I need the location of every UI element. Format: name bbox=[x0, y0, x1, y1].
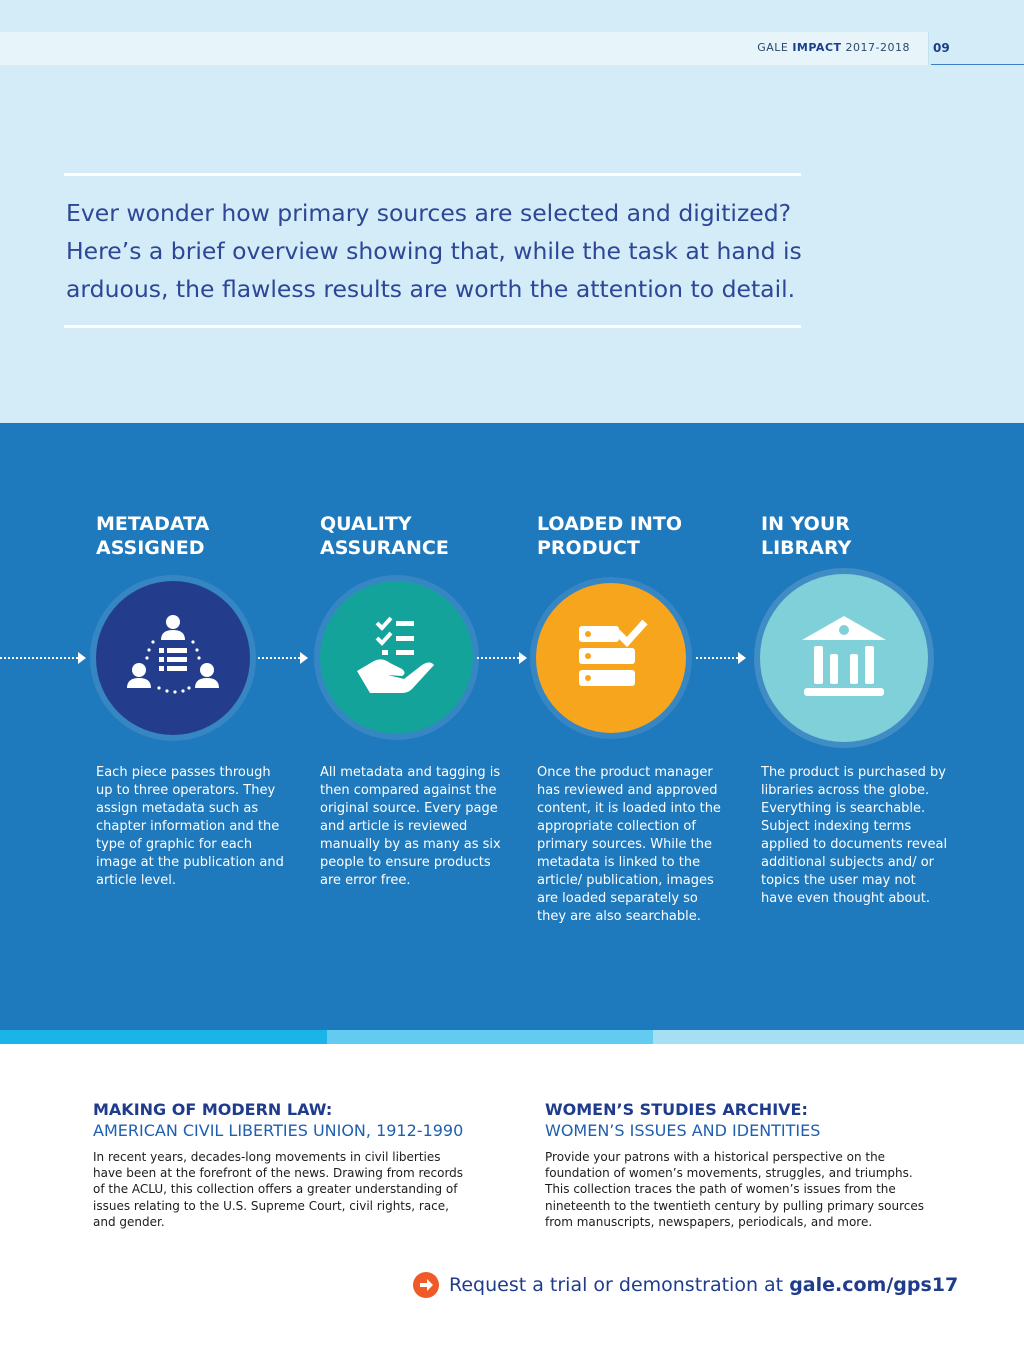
step-title-line: LOADED INTO bbox=[537, 513, 682, 535]
intro-top-rule bbox=[64, 173, 801, 176]
library-building-icon bbox=[796, 610, 892, 706]
arrow-right-icon bbox=[258, 650, 310, 666]
step-desc-library: The product is purchased by libraries across the globe. Everything is searchable. Subject indexing terms applied to documents reveal additional subjects and/ or topics the user may not have even thought about. bbox=[761, 765, 948, 906]
color-bar bbox=[653, 1030, 1024, 1044]
step-desc-quality: All metadata and tagging is then compared against the original source. Every page and article is reviewed manually by as many as six people to ensure products are error free. bbox=[320, 765, 501, 888]
step-title-metadata bbox=[96, 512, 296, 560]
step-circle-metadata bbox=[96, 581, 250, 735]
color-bar bbox=[327, 1030, 653, 1044]
arrow-right-icon bbox=[477, 650, 529, 666]
cta-text: Request a trial or demonstration at bbox=[449, 1274, 790, 1296]
step-title-line: QUALITY bbox=[320, 513, 412, 535]
header-divider bbox=[928, 32, 929, 65]
step-title-line: ASSIGNED bbox=[96, 537, 205, 559]
collection-subtitle: WOMEN’S ISSUES AND IDENTITIES bbox=[545, 1121, 821, 1140]
arrow-right-icon bbox=[0, 650, 88, 666]
collection-body: In recent years, decades-long movements in civil liberties have been at the forefront of the news. Drawing from records of the ACLU, this collection offers a greater understanding of issues relating to the U.S. Supreme Court, civil rights, race, and gender. bbox=[93, 1150, 464, 1229]
step-desc-metadata: Each piece passes through up to three operators. They assign metadata such as chapter information and the type of graphic for each image at the publication and article level. bbox=[96, 765, 284, 888]
header-year: 2017-2018 bbox=[845, 41, 910, 54]
arrow-right-icon bbox=[696, 650, 748, 666]
header-brand: GALE bbox=[757, 41, 789, 54]
step-title-line: PRODUCT bbox=[537, 537, 640, 559]
cta-link[interactable]: gale.com/gps17 bbox=[789, 1274, 959, 1296]
server-check-icon bbox=[571, 618, 651, 698]
collection-subtitle: AMERICAN CIVIL LIBERTIES UNION, 1912-1990 bbox=[93, 1121, 464, 1140]
hand-checklist-icon bbox=[352, 613, 442, 703]
collection-title: WOMEN’S STUDIES ARCHIVE: bbox=[545, 1100, 808, 1119]
step-circle-library bbox=[760, 574, 928, 742]
page-number: 09 bbox=[933, 41, 950, 55]
arrow-right-circle-icon[interactable] bbox=[413, 1272, 439, 1298]
step-title-line: LIBRARY bbox=[761, 537, 852, 559]
color-bar bbox=[0, 1030, 327, 1044]
collection-body: Provide your patrons with a historical perspective on the foundation of women’s movements, struggles, and triumphs. This collection traces the path of women’s issues from the nineteenth to the twentieth century by pulling primary sources from manuscripts, newspapers, periodicals, and more. bbox=[545, 1150, 924, 1229]
step-circle-quality bbox=[320, 581, 473, 734]
step-title-line: ASSURANCE bbox=[320, 537, 449, 559]
page-number-rule bbox=[931, 64, 1024, 65]
intro-bottom-rule bbox=[64, 325, 801, 328]
step-title-library bbox=[761, 512, 961, 560]
step-desc-loaded: Once the product manager has reviewed and approved content, it is loaded into the appropriate collection of primary sources. While the metadata is linked to the article/ publication, images are loaded separately so they are also searchable. bbox=[537, 765, 721, 924]
running-header bbox=[757, 41, 910, 54]
step-title-quality bbox=[320, 512, 520, 560]
header-brand-bold: IMPACT bbox=[792, 41, 842, 54]
step-title-line: METADATA bbox=[96, 513, 210, 535]
step-title-loaded bbox=[537, 512, 737, 560]
step-circle-loaded bbox=[536, 583, 686, 733]
people-list-icon bbox=[123, 608, 223, 708]
step-title-line: IN YOUR bbox=[761, 513, 850, 535]
collection-title: MAKING OF MODERN LAW: bbox=[93, 1100, 333, 1119]
cta-request-trial[interactable] bbox=[449, 1272, 958, 1298]
intro-text: Ever wonder how primary sources are selected and digitized? Here’s a brief overview showing that, while the task at hand is arduous, the flawless results are worth the attention to detail. bbox=[66, 199, 802, 303]
